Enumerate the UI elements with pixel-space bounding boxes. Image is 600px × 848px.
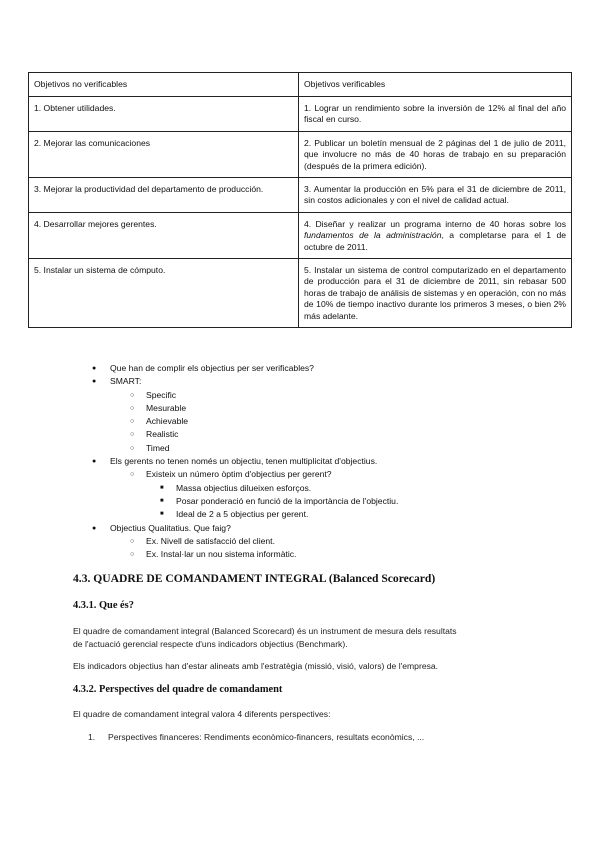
list-item bbox=[130, 535, 568, 548]
circle-bullet-icon: ○ bbox=[130, 431, 135, 439]
circle-bullet-icon: ○ bbox=[130, 471, 135, 479]
list-item-text: Achievable bbox=[146, 416, 189, 427]
list-item bbox=[130, 468, 568, 481]
header-cell-non-verifiable: Objetivos no verificables bbox=[29, 73, 299, 97]
list-number: 1. bbox=[88, 732, 96, 742]
cell-text-italic: fundamentos de la administración bbox=[304, 230, 442, 241]
table-cell: 2. Mejorar las comunicaciones bbox=[29, 131, 299, 177]
bullet-icon: ● bbox=[92, 458, 97, 466]
list-item bbox=[88, 375, 568, 455]
circle-bullet-icon: ○ bbox=[130, 551, 135, 559]
bullet-list bbox=[88, 362, 568, 561]
ordered-list-item bbox=[88, 731, 558, 744]
table-row bbox=[29, 97, 572, 132]
subsection-title: 4.3.1. Que és? bbox=[73, 600, 134, 611]
table-cell: 3. Aumentar la producción en 5% para el 31 de diciembre de 2011, sin costos adicionales y con el nivel de calidad actual. bbox=[299, 178, 572, 213]
bullet-icon: ● bbox=[92, 378, 97, 386]
table-cell-rich bbox=[299, 212, 572, 258]
list-item-text: Timed bbox=[146, 442, 170, 453]
list-item-text: Perspectives financeres: Rendiments econòmico-financers, resultats econòmics, ... bbox=[108, 732, 425, 742]
header-cell-verifiable: Objetivos verificables bbox=[299, 73, 572, 97]
table-cell: 1. Obtener utilidades. bbox=[29, 97, 299, 132]
circle-bullet-icon: ○ bbox=[130, 391, 135, 399]
square-bullet-icon: ■ bbox=[160, 484, 164, 491]
table-row bbox=[29, 178, 572, 213]
list-item-text: SMART: bbox=[110, 376, 142, 387]
bullet-icon: ● bbox=[92, 524, 97, 532]
objectives-table bbox=[28, 72, 572, 328]
cell-text: 4. Diseñar y realizar un programa interno de 40 horas sobre los bbox=[304, 218, 566, 229]
list-item bbox=[160, 508, 568, 521]
list-item-text: Ideal de 2 a 5 objectius per gerent. bbox=[176, 509, 309, 520]
paragraph: Els indicadors objectius han d'estar alineats amb l'estratègia (missió, visió, valors) de l'empresa. bbox=[73, 661, 439, 671]
list-item-text: Ex. Instal·lar un nou sistema informàtic. bbox=[146, 549, 297, 560]
list-item bbox=[130, 442, 568, 455]
list-item bbox=[160, 495, 568, 508]
smart-list bbox=[110, 389, 568, 455]
list-item-text: Posar ponderació en funció de la importància de l'objectiu. bbox=[176, 495, 399, 506]
list-item-text: Mesurable bbox=[146, 402, 187, 413]
sublist bbox=[110, 468, 568, 521]
list-item bbox=[130, 415, 568, 428]
sublist bbox=[130, 482, 568, 522]
square-bullet-icon: ■ bbox=[160, 497, 164, 504]
list-item-text: Els gerents no tenen només un objectiu, tenen multiplicitat d'objectius. bbox=[110, 456, 378, 467]
list-item bbox=[88, 455, 568, 521]
circle-bullet-icon: ○ bbox=[130, 404, 135, 412]
circle-bullet-icon: ○ bbox=[130, 418, 135, 426]
list-item bbox=[88, 522, 568, 562]
list-item bbox=[130, 428, 568, 441]
paragraph-line: de l'actuació gerencial respecte d'uns indicadors objectius (Benchmark). bbox=[73, 639, 348, 650]
circle-bullet-icon: ○ bbox=[130, 537, 135, 545]
circle-bullet-icon: ○ bbox=[130, 444, 135, 452]
table-row bbox=[29, 259, 572, 328]
section-title: 4.3. QUADRE DE COMANDAMENT INTEGRAL (Balanced Scorecard) bbox=[73, 572, 436, 585]
table-header-row bbox=[29, 73, 572, 97]
list-item-text: Ex. Nivell de satisfacció del client. bbox=[146, 535, 275, 546]
table-row bbox=[29, 131, 572, 177]
cell-text: , a completarse para el 1 de octubre de 2011. bbox=[304, 230, 566, 252]
table-cell: 4. Desarrollar mejores gerentes. bbox=[29, 212, 299, 258]
list-item-text: Massa objectius dilueixen esforços. bbox=[176, 482, 312, 493]
sublist bbox=[110, 535, 568, 562]
bullet-icon: ● bbox=[92, 365, 97, 372]
paragraph-line: El quadre de comandament integral (Balanced Scorecard) és un instrument de mesura dels resultats bbox=[73, 626, 457, 636]
paragraph bbox=[73, 625, 533, 652]
table-row bbox=[29, 212, 572, 258]
list-item-text: Objectius Qualitatius. Que faig? bbox=[110, 522, 231, 533]
list-item bbox=[130, 389, 568, 402]
list-item-text: Realistic bbox=[146, 429, 179, 440]
list-item-text: Specific bbox=[146, 389, 177, 400]
table-cell: 2. Publicar un boletín mensual de 2 páginas del 1 de julio de 2011, que involucre no más de 40 horas de trabajo en su preparación (después de la primera edición). bbox=[299, 131, 572, 177]
square-bullet-icon: ■ bbox=[160, 511, 164, 518]
table-cell: 5. Instalar un sistema de control computarizado en el departamento de producción para el 31 de diciembre de 2011, sin rebasar 500 horas de trabajo de análisis de sistemas y en operación, con no más de 10% de tiempo inactivo durante los primeros 3 meses, o bien 2% más adelante. bbox=[299, 259, 572, 328]
table-cell: 1. Lograr un rendimiento sobre la inversión de 12% al final del año fiscal en curso. bbox=[299, 97, 572, 132]
list-item-text: Que han de complir els objectius per ser verificables? bbox=[110, 363, 314, 373]
list-item-text: Existeix un número òptim d'objectius per gerent? bbox=[146, 469, 332, 480]
list-item bbox=[88, 362, 568, 375]
table-cell: 3. Mejorar la productividad del departamento de producción. bbox=[29, 178, 299, 213]
table-cell: 5. Instalar un sistema de cómputo. bbox=[29, 259, 299, 328]
list-item bbox=[160, 482, 568, 495]
list-item bbox=[130, 402, 568, 415]
list-item bbox=[130, 548, 568, 561]
paragraph: El quadre de comandament integral valora 4 diferents perspectives: bbox=[73, 709, 331, 719]
subsection-title: 4.3.2. Perspectives del quadre de comandament bbox=[73, 684, 283, 695]
